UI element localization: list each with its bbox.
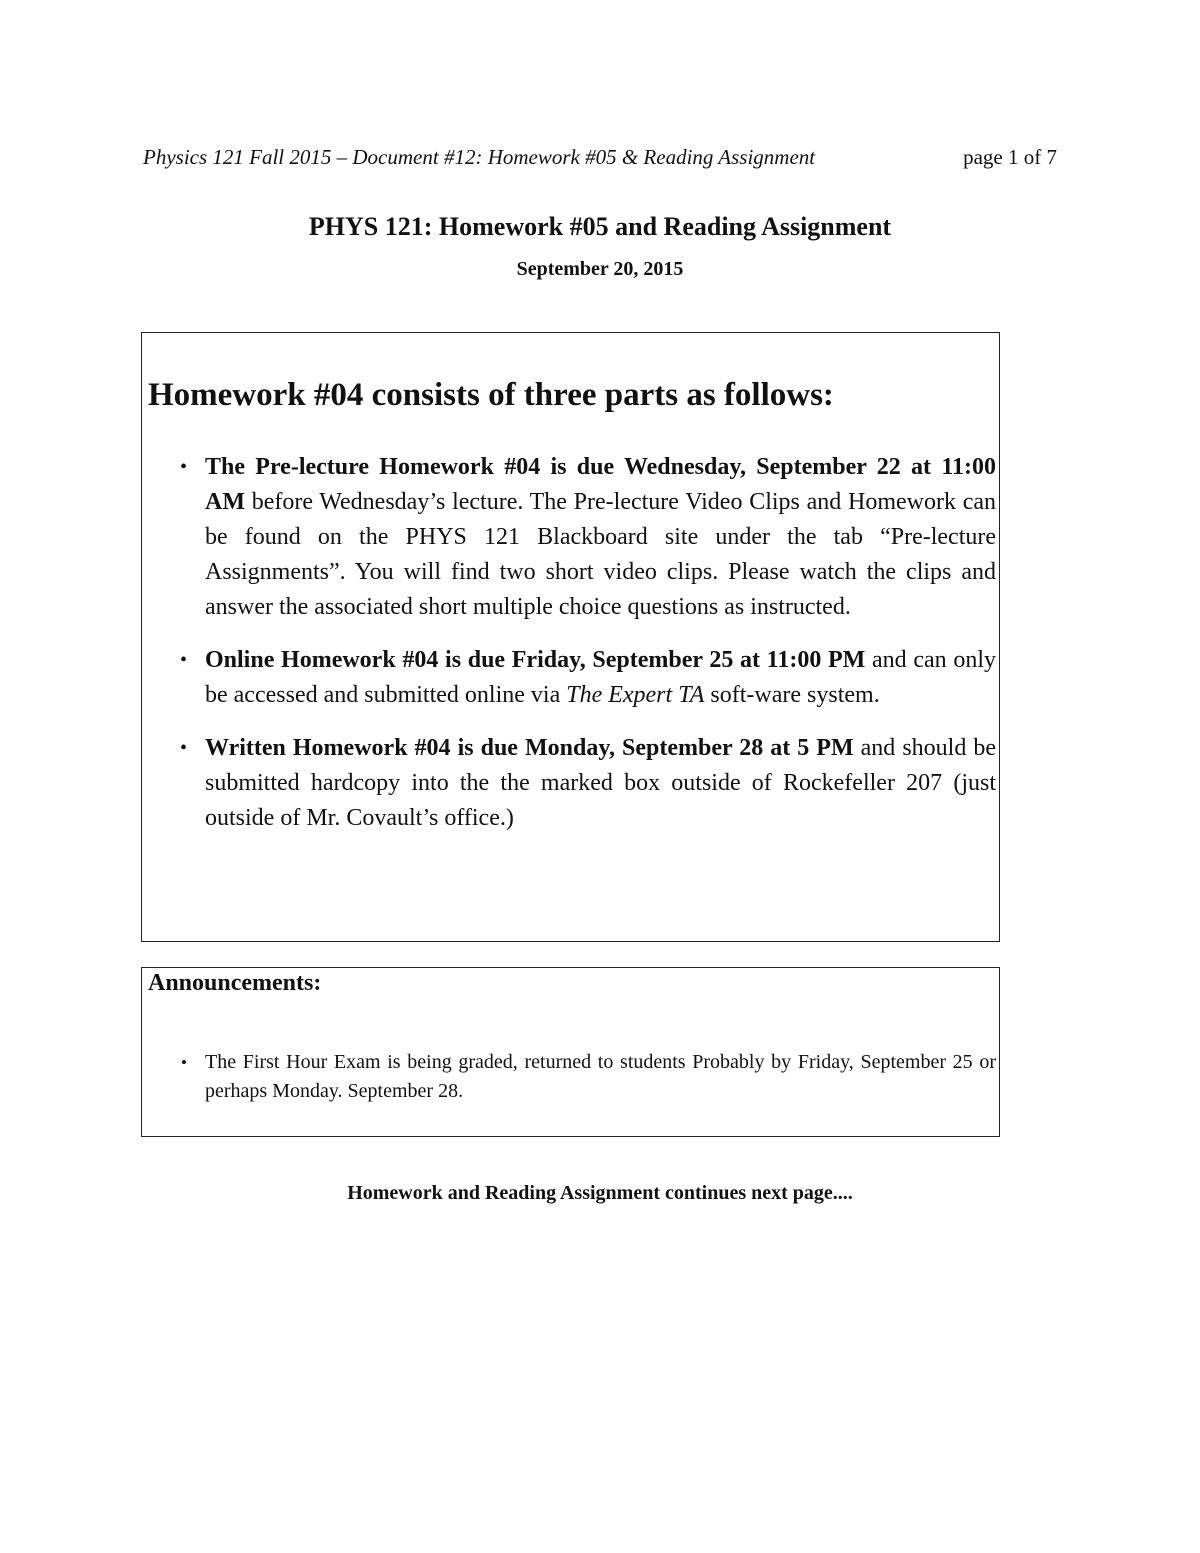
homework-box bbox=[141, 332, 1000, 942]
software-name: The Expert TA bbox=[566, 682, 705, 708]
homework-list bbox=[180, 450, 997, 854]
list-item bbox=[180, 731, 997, 836]
item-text: and should be submitted hardcopy into the the marked box outside of Rockefeller 207 (just outside of Mr. Covault’s office.) bbox=[205, 735, 997, 831]
announcements-box bbox=[141, 967, 1000, 1137]
bullet-icon: • bbox=[180, 456, 188, 478]
page-number: page 1 of 7 bbox=[963, 145, 1057, 169]
document-title: PHYS 121: Homework #05 and Reading Assignment bbox=[308, 212, 892, 241]
announcement-text: The First Hour Exam is being graded, returned to students Probably by Friday, September 25 or perhaps Monday. September 28. bbox=[205, 1051, 996, 1102]
announcements-list bbox=[181, 1048, 996, 1106]
list-item bbox=[180, 450, 996, 625]
bullet-icon: • bbox=[180, 737, 188, 759]
due-date-bold: Written Homework #04 is due Monday, September 28 at 5 PM bbox=[205, 735, 854, 761]
announcements-heading: Announcements: bbox=[148, 970, 322, 996]
bullet-icon: • bbox=[181, 1053, 187, 1072]
list-item bbox=[180, 643, 997, 713]
continues-note: Homework and Reading Assignment continues next page.... bbox=[347, 1182, 853, 1204]
due-date-bold: The Pre-lecture Homework #04 is due Wednesday, September 22 at 11:00 AM bbox=[205, 454, 996, 515]
item-text: soft-ware system. bbox=[704, 682, 880, 708]
due-date-bold: Online Homework #04 is due Friday, September 25 at 11:00 PM bbox=[205, 647, 866, 673]
item-text: before Wednesday’s lecture. The Pre-lecture Video Clips and Homework can be found on the PHYS 121 Blackboard site under the tab “Pre-lecture Assignments”. You will find two short video clips. Please watch the clips and answer the associated short multiple choice questions as instructed. bbox=[205, 489, 996, 620]
running-header-title: Physics 121 Fall 2015 – Document #12: Homework #05 & Reading Assignment bbox=[143, 145, 816, 169]
bullet-icon: • bbox=[180, 649, 188, 671]
list-item bbox=[181, 1048, 996, 1106]
homework-heading: Homework #04 consists of three parts as follows: bbox=[148, 377, 834, 413]
item-text: and can only be accessed and submitted online via bbox=[205, 647, 997, 708]
document-date: September 20, 2015 bbox=[516, 258, 684, 280]
